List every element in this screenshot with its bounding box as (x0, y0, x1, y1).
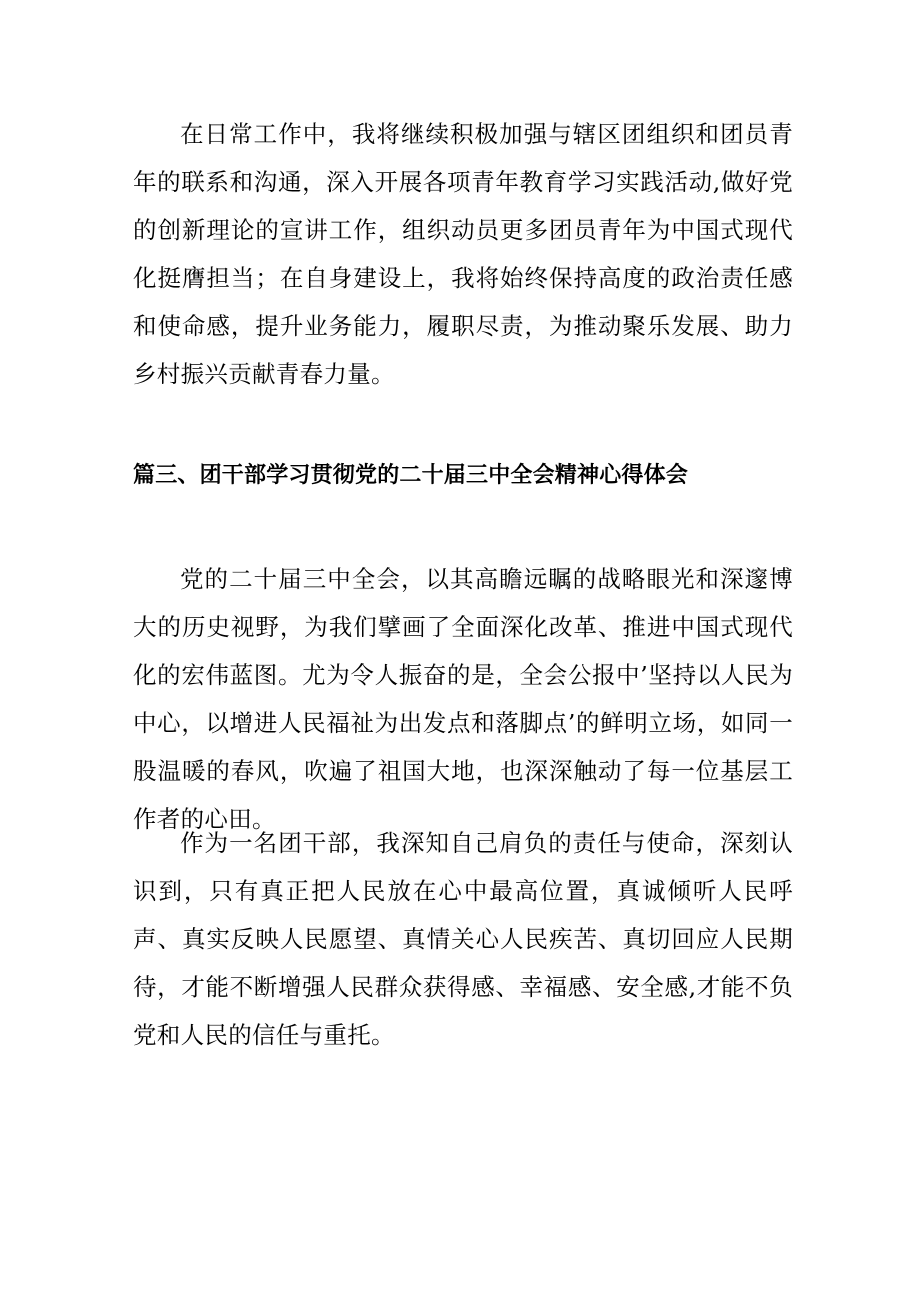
body-paragraph-3: 作为一名团干部，我深知自己肩负的责任与使命，深刻认识到，只有真正把人民放在心中最高位置，真诚倾听人民呼声、真实反映人民愿望、真情关心人民疾苦、真切回应人民期待，才能不断增强人民群众获得感、幸福感、安全感,才能不负党和人民的信任与重托。 (133, 829, 793, 1049)
body-paragraph-2: 党的二十届三中全会，以其高瞻远瞩的战略眼光和深邃博大的历史视野，为我们擘画了全面深化改革、推进中国式现代化的宏伟蓝图。尤为令人振奋的是，全会公报中’坚持以人民为中心，以增进人民福祉为出发点和落脚点’的鲜明立场，如同一股温暖的春风，吹遍了祖国大地，也深深触动了每一位基层工作者的心田。 (133, 565, 793, 833)
section-heading: 篇三、团干部学习贯彻党的二十届三中全会精神心得体会 (133, 463, 689, 488)
body-paragraph-1: 在日常工作中，我将继续积极加强与辖区团组织和团员青年的联系和沟通，深入开展各项青年教育学习实践活动,做好党的创新理论的宣讲工作，组织动员更多团员青年为中国式现代化挺膺担当；在自身建设上，我将始终保持高度的政治责任感和使命感，提升业务能力，履职尽责，为推动聚乐发展、助力乡村振兴贡献青春力量。 (133, 120, 793, 388)
